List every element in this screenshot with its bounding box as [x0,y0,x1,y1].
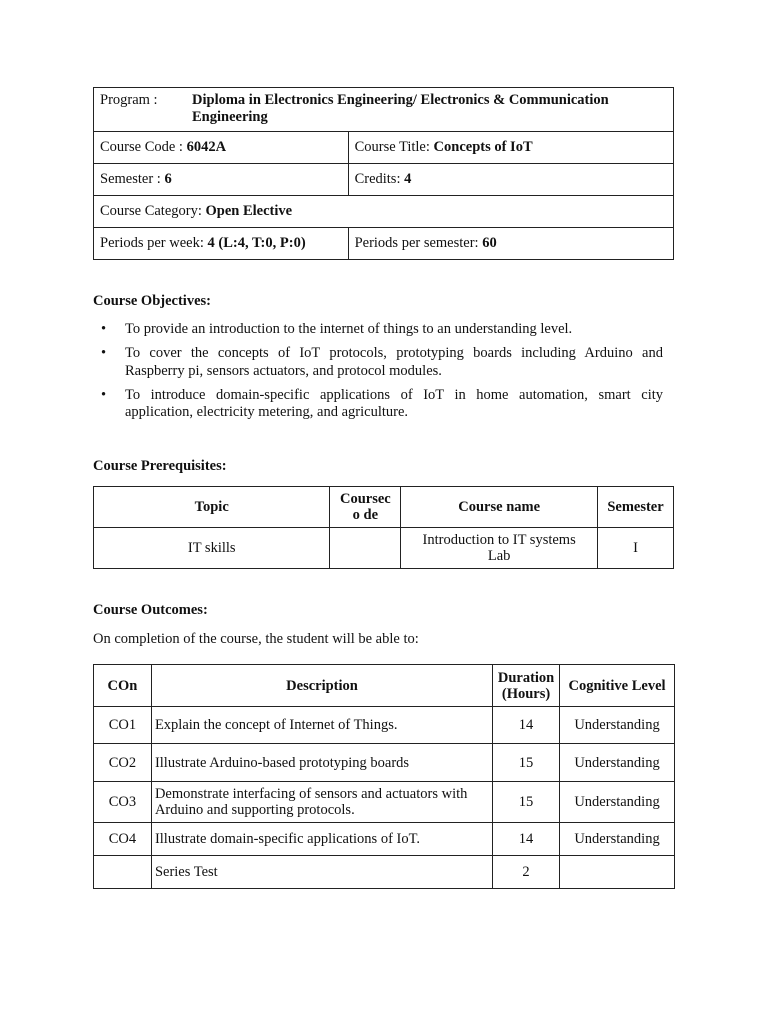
prereq-topic: IT skills [94,528,330,569]
table-row [94,782,675,823]
code-title-row [94,132,674,164]
outcome-description: Series Test [151,856,492,889]
category-row [94,196,674,228]
header-topic: Topic [94,487,330,528]
outcome-code: CO4 [94,823,152,856]
header-cognitive-level: Cognitive Level [560,665,675,707]
objectives-list [93,321,663,428]
outcome-level: Understanding [560,823,675,856]
objective-item: • To provide an introduction to the internet of things to an understanding level. [101,321,573,337]
bullet-icon: • [101,321,107,337]
category-value: Open Elective [205,203,293,219]
outcome-level [560,856,675,889]
table-row [94,823,675,856]
course-title-value: Concepts of IoT [433,139,533,155]
header-course-code: Courseco de [330,487,401,528]
outcomes-heading: Course Outcomes: [93,602,208,618]
header-semester: Semester [598,487,674,528]
outcome-duration: 15 [493,782,560,823]
prerequisites-table [93,486,674,569]
periods-row [94,228,674,260]
outcomes-intro: On completion of the course, the student will be able to: [93,631,419,647]
credits-label: Credits: [354,171,405,187]
category-label: Course Category: [100,203,206,219]
outcome-level: Understanding [560,782,675,823]
table-row [94,744,675,782]
program-value: Diploma in Electronics Engineering/ Electronics & Communication Engineering [192,92,609,125]
outcome-level: Understanding [560,744,675,782]
objectives-heading: Course Objectives: [93,293,211,309]
header-description: Description [151,665,492,707]
course-info-table [93,87,674,260]
bullet-icon: • [101,345,107,361]
prereq-course-name: Introduction to IT systems Lab [401,528,598,569]
course-code-value: 6042A [186,139,227,155]
outcome-duration: 2 [493,856,560,889]
outcome-description: Explain the concept of Internet of Things. [151,707,492,744]
semester-value: 6 [164,171,172,187]
credits-value: 4 [404,171,412,187]
table-row [94,528,674,569]
outcome-duration: 15 [493,744,560,782]
outcome-code [94,856,152,889]
periods-week-label: Periods per week: [100,235,208,251]
prerequisites-heading: Course Prerequisites: [93,458,227,474]
outcome-code: CO2 [94,744,152,782]
program-label: Program : [100,92,158,108]
course-title-label: Course Title: [354,139,434,155]
semester-credits-row [94,164,674,196]
objective-item: • To introduce domain-specific applications of IoT in home automation, smart city application, electricity metering, and agriculture. [101,386,663,420]
outcome-duration: 14 [493,707,560,744]
table-row [94,856,675,889]
outcome-description: Illustrate domain-specific applications of IoT. [151,823,492,856]
header-duration: Duration (Hours) [493,665,560,707]
prereq-semester: I [598,528,674,569]
outcome-code: CO3 [94,782,152,823]
prereq-code [330,528,401,569]
periods-semester-label: Periods per semester: [354,235,483,251]
periods-semester-value: 60 [482,235,497,251]
outcome-code: CO1 [94,707,152,744]
outcome-level: Understanding [560,707,675,744]
header-course-name: Course name [401,487,598,528]
outcome-description: Demonstrate interfacing of sensors and actuators with Arduino and supporting protocols. [151,782,492,823]
outcomes-header-row [94,665,675,707]
table-row [94,707,675,744]
outcome-duration: 14 [493,823,560,856]
program-row [94,88,674,132]
periods-week-value: 4 (L:4, T:0, P:0) [207,235,306,251]
course-code-label: Course Code : [100,139,187,155]
semester-label: Semester : [100,171,165,187]
prerequisites-header-row [94,487,674,528]
outcomes-table [93,664,675,889]
bullet-icon: • [101,386,107,403]
outcome-description: Illustrate Arduino-based prototyping boards [151,744,492,782]
header-con: COn [94,665,152,707]
objective-item: • To cover the concepts of IoT protocols, prototyping boards including Arduino and Raspberry pi, sensors actuators, and protocol modules. [101,345,663,379]
